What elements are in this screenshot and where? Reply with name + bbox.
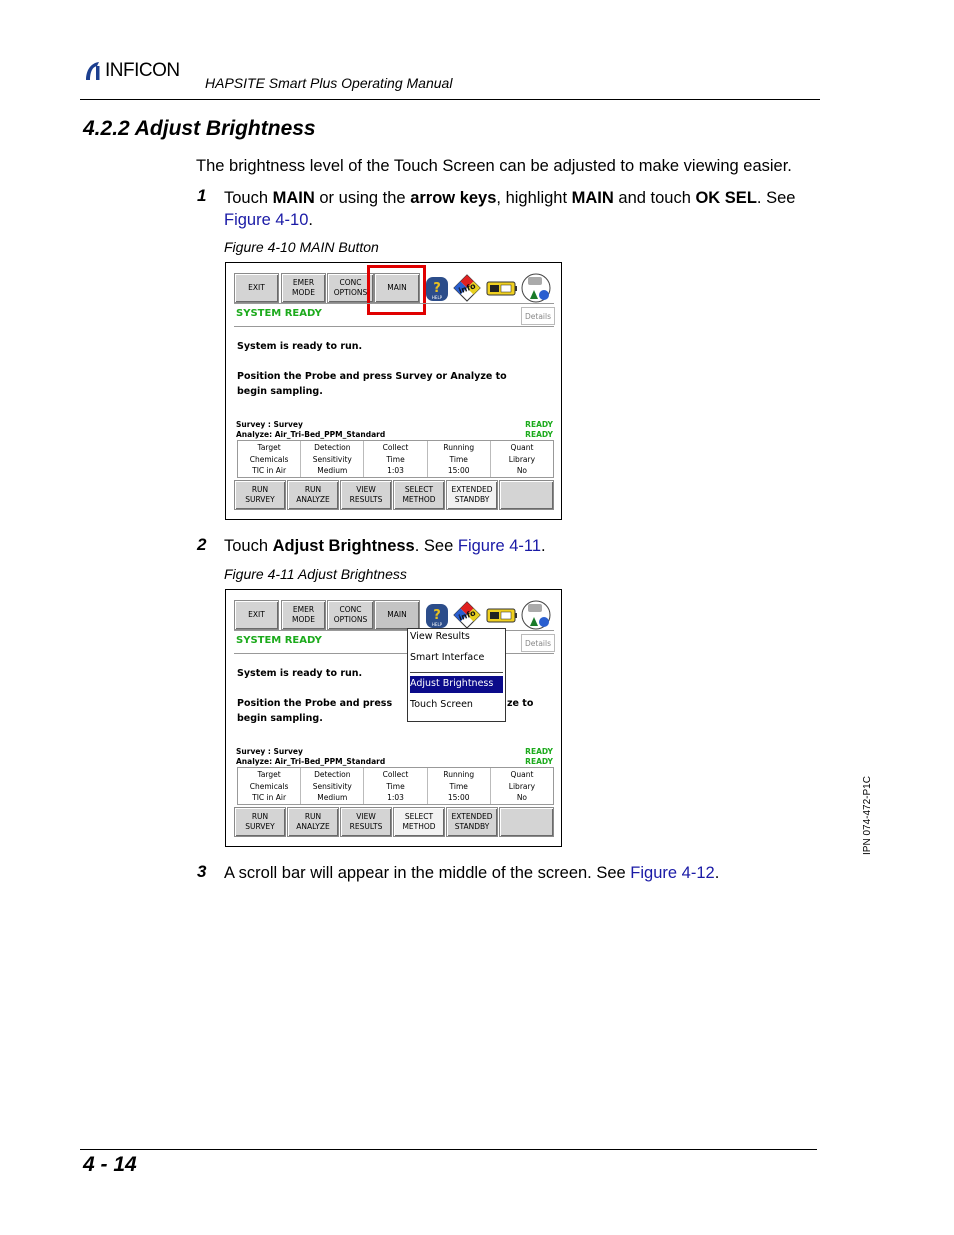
header-rule	[80, 99, 820, 100]
blank-button[interactable]	[499, 807, 554, 837]
instruction-message-tail: ze to	[507, 698, 534, 709]
info-icon	[454, 602, 480, 628]
divider	[234, 630, 554, 631]
grid-col: Target Chemicals TIC in Air	[238, 441, 301, 477]
instruction-message-cont: begin sampling.	[237, 386, 323, 397]
method-info: Survey : Survey Analyze: Air_Tri-Bed_PPM_Standard	[236, 420, 386, 439]
select-method-button[interactable]: SELECT METHOD	[393, 807, 445, 837]
main-button[interactable]: MAIN	[374, 600, 420, 630]
svg-text:HELP: HELP	[431, 622, 443, 627]
status-icon	[522, 274, 550, 302]
view-results-button[interactable]: VIEW RESULTS	[340, 480, 392, 510]
status-icon	[522, 601, 550, 629]
menu-item-touch-screen[interactable]: Touch Screen	[410, 699, 473, 710]
battery-icon	[487, 282, 517, 295]
menu-item-view-results[interactable]: View Results	[410, 631, 470, 642]
instruction-message: Position the Probe and press Survey or Analyze to	[237, 371, 507, 382]
divider	[234, 653, 554, 654]
inficon-logo-mark-icon	[82, 60, 104, 82]
grid-col: Detection Sensitivity Medium	[301, 441, 364, 477]
grid-col: Running Time 15:00	[428, 441, 491, 477]
main-button[interactable]: MAIN	[374, 273, 420, 303]
emer-mode-button[interactable]: EMER MODE	[281, 273, 326, 303]
extended-standby-button[interactable]: EXTENDED STANDBY	[446, 807, 498, 837]
divider	[234, 326, 554, 327]
svg-text:info: info	[457, 608, 477, 623]
grid-col: Detection Sensitivity Medium	[301, 768, 364, 804]
main-dropdown-menu	[407, 628, 506, 722]
parameter-grid	[237, 440, 554, 478]
status-icons	[424, 272, 554, 304]
grid-col: Target Chemicals TIC in Air	[238, 768, 301, 804]
grid-col: Collect Time 1:03	[364, 768, 427, 804]
ready-message: System is ready to run.	[237, 668, 363, 679]
figure-link[interactable]: Figure 4-12	[630, 864, 715, 882]
svg-text:?: ?	[433, 608, 441, 623]
step-2-text: Touch Adjust Brightness. See Figure 4-11.	[224, 537, 546, 555]
run-survey-button[interactable]: RUN SURVEY	[234, 807, 286, 837]
details-button[interactable]: Details	[521, 634, 555, 652]
system-ready-status: SYSTEM READY	[236, 308, 322, 319]
figure-caption: Figure 4-11 Adjust Brightness	[224, 566, 407, 582]
help-icon	[426, 604, 448, 628]
run-analyze-button[interactable]: RUN ANALYZE	[287, 480, 339, 510]
menu-item-adjust-brightness[interactable]: Adjust Brightness	[410, 676, 503, 693]
emer-mode-button[interactable]: EMER MODE	[281, 600, 326, 630]
ipn-label: IPN 074-472-P1C	[861, 776, 873, 855]
ready-indicators: READY READY	[525, 747, 553, 766]
run-survey-button[interactable]: RUN SURVEY	[234, 480, 286, 510]
menu-separator	[410, 672, 503, 673]
svg-text:HELP: HELP	[431, 295, 443, 300]
section-title: 4.2.2 Adjust Brightness	[83, 117, 316, 140]
run-analyze-button[interactable]: RUN ANALYZE	[287, 807, 339, 837]
figure-link[interactable]: Figure 4-10	[224, 211, 309, 229]
figure-link[interactable]: Figure 4-11	[457, 537, 542, 555]
step-number: 2	[197, 535, 207, 554]
ready-message: System is ready to run.	[237, 341, 363, 352]
exit-button[interactable]: EXIT	[234, 273, 279, 303]
extended-standby-button[interactable]: EXTENDED STANDBY	[446, 480, 498, 510]
inficon-logo	[82, 60, 180, 82]
conc-options-button[interactable]: CONC OPTIONS	[327, 273, 374, 303]
method-info: Survey : Survey Analyze: Air_Tri-Bed_PPM_Standard	[236, 747, 386, 766]
divider	[234, 303, 554, 304]
grid-col: Collect Time 1:03	[364, 441, 427, 477]
blank-button[interactable]	[499, 480, 554, 510]
device-screen-fig-4-10	[225, 262, 562, 520]
details-button[interactable]: Details	[521, 307, 555, 325]
system-ready-status: SYSTEM READY	[236, 635, 322, 646]
select-method-button[interactable]: SELECT METHOD	[393, 480, 445, 510]
info-icon	[454, 275, 480, 301]
grid-col: Quant Library No	[508, 770, 536, 802]
exit-button[interactable]: EXIT	[234, 600, 279, 630]
intro-paragraph: The brightness level of the Touch Screen can be adjusted to make viewing easier.	[196, 157, 792, 175]
view-results-button[interactable]: VIEW RESULTS	[340, 807, 392, 837]
instruction-message-cont: begin sampling.	[237, 713, 323, 724]
instruction-message: Position the Probe and press	[237, 698, 393, 709]
step-1-text: Touch MAIN or using the arrow keys, highlight MAIN and touch OK SEL. See Figure 4-10.	[224, 189, 796, 229]
grid-col: Running Time 15:00	[428, 768, 491, 804]
step-number: 3	[197, 862, 207, 881]
ready-indicators: READY READY	[525, 420, 553, 439]
conc-options-button[interactable]: CONC OPTIONS	[327, 600, 374, 630]
help-icon	[426, 277, 448, 301]
svg-text:?: ?	[433, 281, 441, 296]
figure-caption: Figure 4-10 MAIN Button	[224, 239, 379, 255]
logo-text: INFICON	[105, 60, 180, 81]
manual-title: HAPSITE Smart Plus Operating Manual	[205, 75, 453, 91]
status-icons	[424, 599, 554, 631]
menu-item-smart-interface[interactable]: Smart Interface	[410, 652, 485, 663]
battery-icon	[487, 609, 517, 622]
device-screen-fig-4-11	[225, 589, 562, 847]
step-number: 1	[197, 186, 207, 205]
parameter-grid	[237, 767, 554, 805]
grid-col: Quant Library No	[508, 443, 536, 475]
svg-text:info: info	[457, 281, 477, 296]
footer-rule	[80, 1149, 817, 1150]
highlight-box	[367, 265, 426, 315]
step-3-text: A scroll bar will appear in the middle of the screen. See Figure 4-12.	[224, 864, 720, 882]
page-number: 4 - 14	[83, 1153, 137, 1176]
